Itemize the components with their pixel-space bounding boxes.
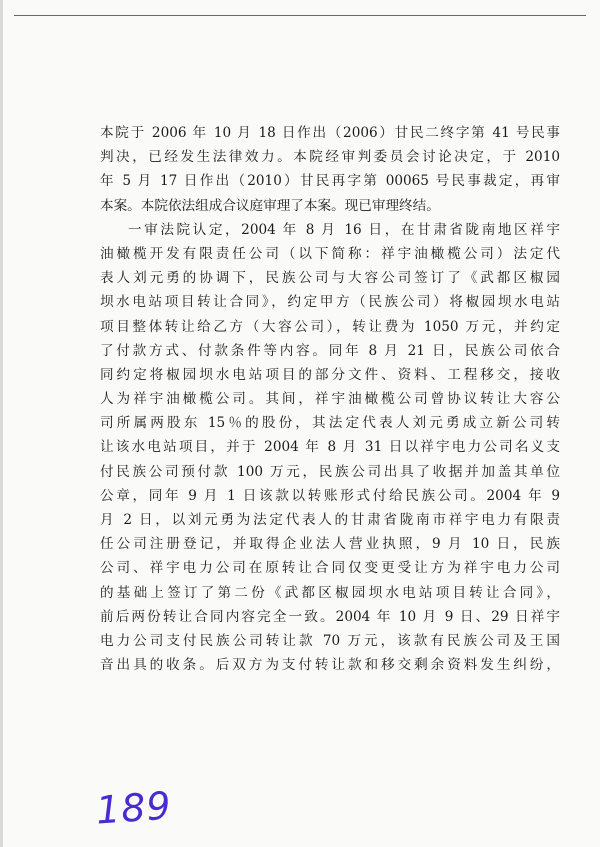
text-line: 人为祥宇油橄榄公司。其间，祥宇油橄榄公司曾协议转让大容公 [100,391,560,408]
text-line: 月 2 日，以刘元勇为法定代表人的甘肃省陇南市祥宇电力有限责 [100,512,560,528]
handwritten-page-number: 189 [94,783,173,833]
text-line: 本院于 2006 年 10 月 18 日作出（2006）甘民二终字第 41 号民事 [100,125,560,141]
text-line: 同约定将椒园坝水电站项目的部分文件、资料、工程移交，接收 [100,366,560,383]
text-line: 判决，已经发生法律效力。本院经审判委员会讨论决定，于 2010 [100,149,560,166]
text-line: 电力公司支付民族公司转让款 70 万元，该款有民族公司及王国 [100,632,560,649]
text-line: 付民族公司预付款 100 万元，民族公司出具了收据并加盖其单位 [100,463,560,480]
text-line: 坝水电站项目转让合同》，约定甲方（民族公司）将椒园坝水电站 [100,294,560,311]
text-line: 司所属两股东 15％的股份，其法定代表人刘元勇成立新公司转 [100,415,560,432]
header-rule [14,15,586,16]
text-line: 音出具的收条。后双方为支付转让款和移交剩余资料发生纠纷， [100,657,560,674]
text-line: 公章，同年 9 月 1 日该款以转账形式付给民族公司。2004 年 9 [100,487,560,504]
text-line: 一审法院认定，2004 年 8 月 16 日，在甘肃省陇南地区祥宇 [128,221,560,238]
text-line: 任公司注册登记，并取得企业法人营业执照，9 月 10 日，民族 [100,536,560,553]
document-body [100,121,560,677]
text-line: 本案。本院依法组成合议庭审理了本案。现已审理终结。 [100,197,440,214]
text-line: 的基础上签订了第二份《武都区椒园坝水电站项目转让合同》， [100,584,560,601]
text-line: 公司、祥宇电力公司在原转让合同仅变更受让方为祥宇电力公司 [100,560,560,577]
scan-edge-shadow [0,0,3,847]
text-line: 让该水电站项目，并于 2004 年 8 月 31 日以祥宇电力公司名义支 [100,439,560,456]
text-line: 表人刘元勇的协调下，民族公司与大容公司签订了《武都区椒园 [100,270,560,287]
text-line: 项目整体转让给乙方（大容公司），转让费为 1050 万元，并约定 [100,318,560,335]
text-line: 前后两份转让合同内容完全一致。2004 年 10 月 9 日、29 日祥宇 [100,608,560,625]
text-line: 年 5 月 17 日作出（2010）甘民再字第 00065 号民事裁定，再审 [100,173,560,190]
text-line: 了付款方式、付款条件等内容。同年 8 月 21 日，民族公司依合 [100,342,560,359]
text-line: 油橄榄开发有限责任公司（以下简称：祥宇油橄榄公司）法定代 [100,245,560,262]
